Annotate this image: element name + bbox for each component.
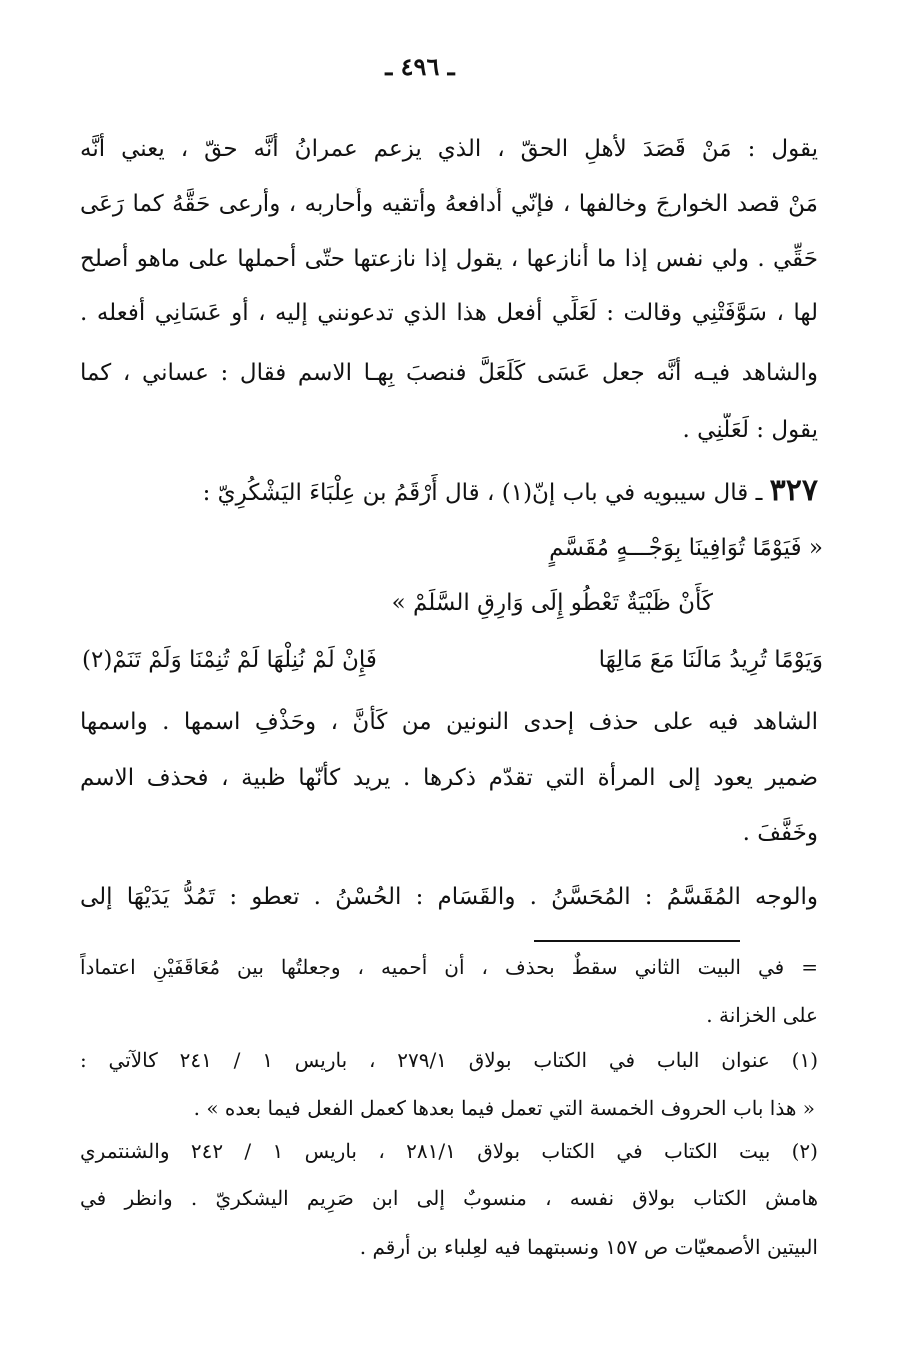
entry-witness-line-1: الشاهد فيه على حذف إحدى النونين من كَأَنَّ ، وحَذْفِ اسمها . واسمها	[80, 709, 818, 735]
entry-heading	[80, 474, 818, 510]
commentary-line-1: يقول : مَنْ قَصَدَ لأهلِ الحقّ ، الذي يزعم عمرانُ أنَّه حقّ ، يعني أنَّه	[80, 136, 818, 162]
footnote-2-line-3: البيتين الأصمعيّات ص ١٥٧ ونسبتهما فيه لعِلباء بن أرقم .	[359, 1235, 818, 1259]
footnote-continuation-line-2: على الخزانة .	[706, 1003, 818, 1027]
witness-line-2: يقول : لَعَلَّنِي .	[682, 417, 818, 443]
footnote-1-line-1: (١) عنوان الباب في الكتاب بولاق ٢٧٩/١ ، باريس ١ / ٢٤١ كالآتي :	[80, 1048, 818, 1072]
footnote-2-line-1: (٢) بيت الكتاب في الكتاب بولاق ٢٨١/١ ، باريس ١ / ٢٤٢ والشنتمري	[80, 1139, 818, 1163]
commentary-line-3: حَقِّي . ولي نفس إذا ما أُنازعها ، يقول إذا نازعتها حتّى أحملها على ماهو أصلح	[80, 246, 818, 272]
commentary-line-4: لها ، سَوَّفَتْنِي وقالت : لَعَلِّي أفعل هذا الذي تدعونني إليه ، أو عَسَانِي أفعله .	[80, 300, 818, 326]
verse-1-first-hemistich: « فَيَوْمًا تُوَافِينَا بِوَجْـــهٍ مُقَسَّمٍ	[549, 535, 823, 561]
footnote-continuation-line-1: = في البيت الثاني سقطٌ بحذف ، أن أحميه ، وجعلتُها بين مُعَاقَفَيْنِ اعتماداً	[80, 955, 818, 979]
verse-2-second-hemistich: فَإِنْ لَمْ نُنِلْهَا لَمْ تُنِمْنَا وَلَمْ تَنَمْ(٢)	[82, 647, 377, 673]
footnote-separator	[534, 940, 740, 942]
verse-1-second-hemistich: كَأَنْ ظَبْيَةٌ تَعْطُو إِلَى وَارِقِ السَّلَمْ »	[391, 590, 713, 616]
entry-witness-line-3: وخَفَّفَ .	[742, 820, 818, 846]
page-number: ـ ٤٩٦ ـ	[385, 52, 455, 81]
commentary-line-2: مَنْ قصد الخوارجَ وخالفها ، فإنّي أُدافعهُ وأتقيه وأُحاربه ، وأرعى حَقَّهُ كما رَعَى	[80, 191, 818, 217]
footnote-2-line-2: هامش الكتاب بولاق نفسه ، منسوبٌ إلى ابن صَرِيم اليشكريّ . وانظر في	[80, 1186, 818, 1210]
gloss-line: والوجه المُقَسَّمُ : المُحَسَّنُ . والقَسَام : الحُسْنُ . تعطو : تَمُدُّ يَدَيْهَا إلى	[80, 884, 818, 910]
entry-intro: قال سيبويه في باب إنّ(١) ، قال أَرْقَمُ بن عِلْبَاءَ اليَشْكُرِيّ :	[202, 480, 749, 506]
entry-number: ٣٢٧	[769, 474, 818, 508]
verse-2-first-hemistich: وَيَوْمًا تُرِيدُ مَالَنَا مَعَ مَالِهَا	[598, 647, 823, 673]
footnote-1-line-2: « هذا باب الحروف الخمسة التي تعمل فيما بعدها كعمل الفعل فيما بعده » .	[193, 1096, 815, 1120]
entry-dash: ـ	[755, 480, 763, 506]
witness-line-1: والشاهد فيـه أنَّه جعل عَسَى كَلَعَلَّ فنصبَ بِهـا الاسم فقال : عساني ، كما	[80, 360, 818, 386]
entry-witness-line-2: ضمير يعود إلى المرأة التي تقدّم ذكرها . يريد كأنّها ظبية ، فحذف الاسم	[80, 765, 818, 791]
